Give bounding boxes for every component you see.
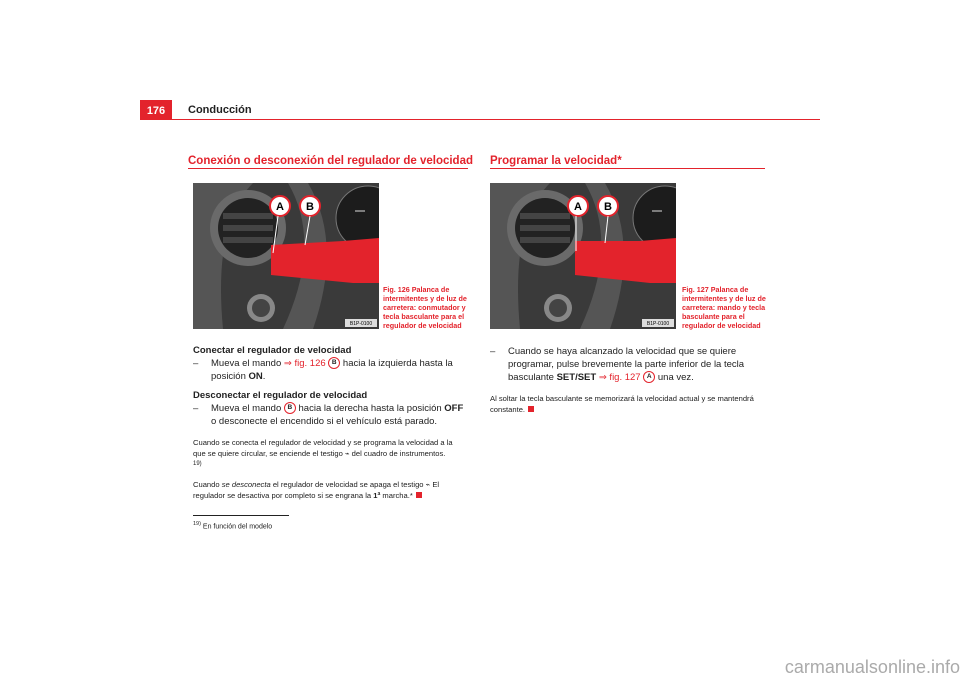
figure-label-a: A xyxy=(574,201,582,213)
watermark: carmanualsonline.info xyxy=(784,657,960,677)
section-title: Conducción xyxy=(188,104,252,116)
list-item: – Cuando se haya alcanzado la velocidad que se quiere programar, pulse brevemente la parte inferior de la tecla basculante SET/SET ⇒ fig. 127 A una vez. xyxy=(490,346,745,383)
callout-b: B xyxy=(284,402,296,414)
figure-126-image xyxy=(193,183,379,329)
end-mark-icon xyxy=(416,492,422,498)
right-heading: Programar la velocidad* xyxy=(490,155,622,167)
left-heading-rule xyxy=(188,168,468,169)
subheading-connect: Conectar el regulador de velocidad xyxy=(193,345,352,356)
figure-link[interactable]: ⇒ fig. 127 xyxy=(596,372,641,383)
figure-label-a: A xyxy=(276,201,284,213)
note-paragraph: Al soltar la tecla basculante se memorizará la velocidad actual y se mantendrá constante. xyxy=(490,394,754,414)
figure-label-b: B xyxy=(604,201,612,213)
figure-code: B1P-0100 xyxy=(646,321,670,327)
note-paragraph: Cuando se desconecta el regulador de velocidad se apaga el testigo ⌁ El regulador se desactiva por completo si se engrana la 1ª marcha.* xyxy=(193,480,440,500)
page-number: 176 xyxy=(140,100,172,120)
end-mark-icon xyxy=(528,406,534,412)
footnote: $^{19)}$ En función del modelo xyxy=(193,521,273,531)
figure-127-caption: Fig. 127 Palanca de intermitentes y de luz de carretera: mando y tecla basculante para el regulador de velocidad xyxy=(682,285,766,330)
callout-a: A xyxy=(643,371,655,383)
note-paragraph: Cuando se conecta el regulador de velocidad y se programa la velocidad a la que se quiere circular, se enciende el testigo ⌁ del cuadro de instrumentos. $^{19)}$ xyxy=(193,438,453,467)
callout-b: B xyxy=(328,357,340,369)
list-item: – Mueva el mando ⇒ fig. 126 B hacia la izquierda hasta la posición ON. xyxy=(193,358,453,382)
subheading-disconnect: Desconectar el regulador de velocidad xyxy=(193,390,368,401)
figure-126-caption: Fig. 126 Palanca de intermitentes y de luz de carretera: conmutador y tecla basculante para el regulador de velocidad xyxy=(383,285,467,330)
footnote-rule xyxy=(193,515,289,516)
list-item: – Mueva el mando B hacia la derecha hasta la posición OFF o desconecte el encendido si el vehículo está parado. xyxy=(193,403,464,427)
right-body xyxy=(490,345,766,415)
figure-127-image xyxy=(490,183,676,329)
right-heading-rule xyxy=(490,168,765,169)
left-heading: Conexión o desconexión del regulador de velocidad xyxy=(188,155,474,167)
figure-code: B1P-0100 xyxy=(349,321,373,327)
figure-link[interactable]: ⇒ fig. 126 xyxy=(283,358,326,369)
figure-label-b: B xyxy=(306,201,314,213)
header-rule xyxy=(172,119,820,120)
left-body xyxy=(193,344,467,531)
